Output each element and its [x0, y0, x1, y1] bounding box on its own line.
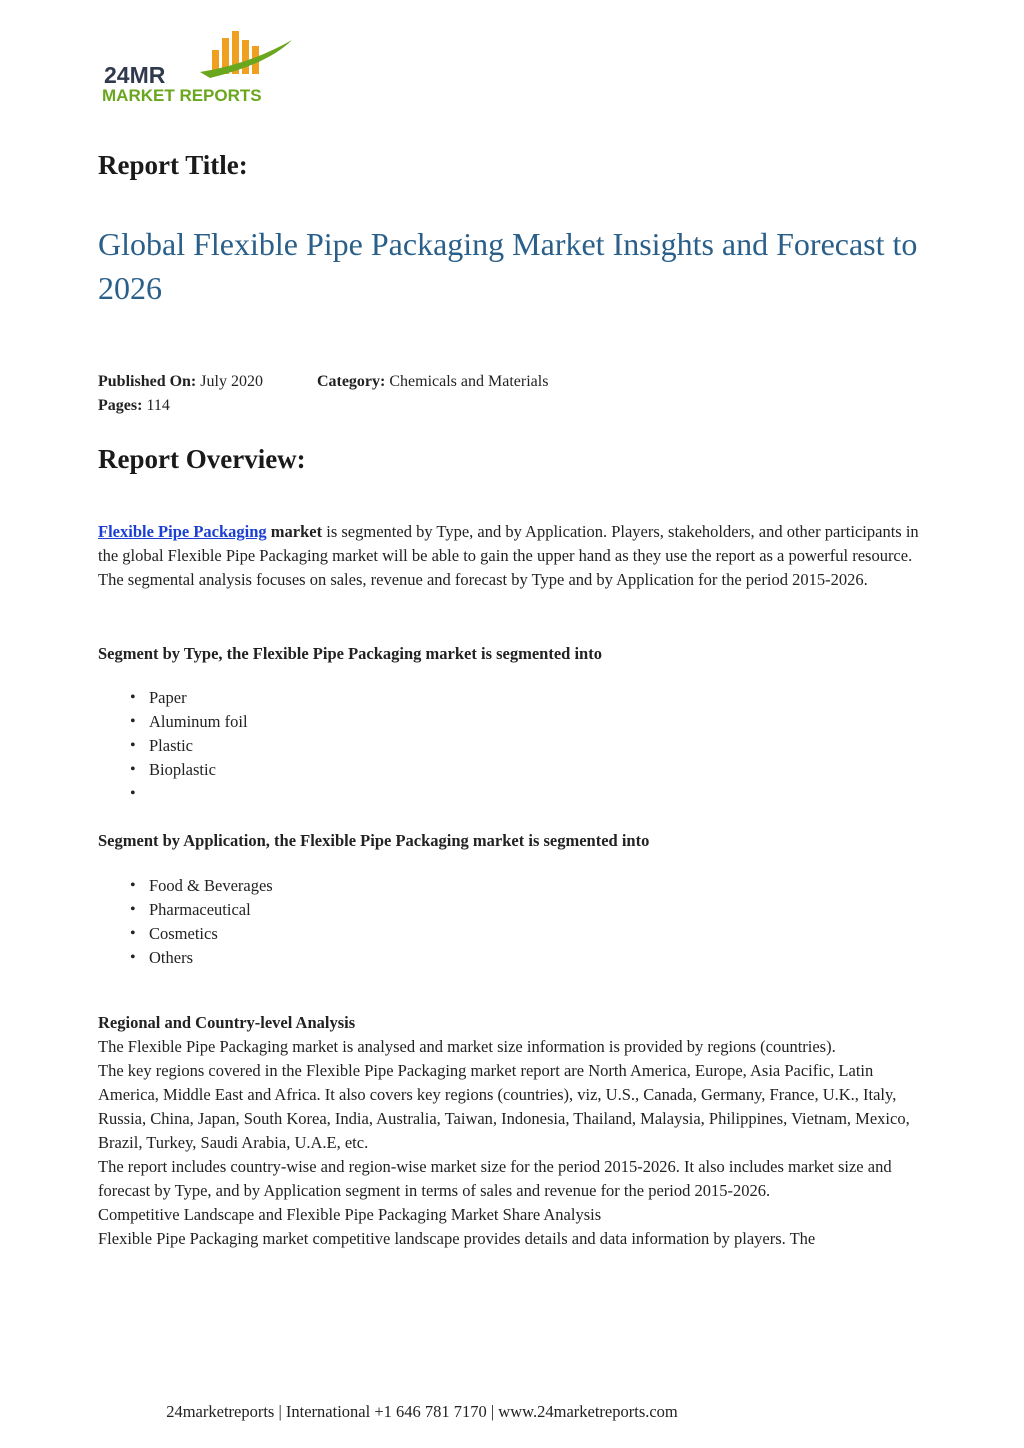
segment-application-heading: Segment by Application, the Flexible Pipe Packaging market is segmented into — [98, 831, 650, 850]
list-item: • Others — [98, 946, 273, 970]
segment-application-list — [98, 874, 273, 970]
regional-heading: Regional and Country-level Analysis — [98, 1013, 356, 1032]
published-value: July 2020 — [200, 373, 263, 390]
list-item: • Bioplastic — [98, 758, 248, 782]
list-item: • Cosmetics — [98, 922, 273, 946]
published-label: Published On: — [98, 373, 197, 390]
logo-text-secondary: MARKET REPORTS — [102, 86, 262, 105]
list-item: • Paper — [98, 686, 248, 710]
overview-bold-word: market — [270, 522, 323, 541]
company-logo — [100, 28, 305, 108]
product-link[interactable]: Flexible Pipe Packaging — [98, 522, 267, 541]
regional-paragraph-3: The report includes country-wise and region-wise market size for the period 2015-2026. It also includes market size and forecast by Type, and by Application segment in terms of sales and revenue for the period 2015-2026. — [98, 1157, 892, 1200]
segment-type-list — [98, 686, 248, 806]
pages-value: 114 — [146, 397, 170, 414]
segment-type-heading: Segment by Type, the Flexible Pipe Packaging market is segmented into — [98, 644, 602, 663]
regional-paragraph-2: The key regions covered in the Flexible Pipe Packaging market report are North America, Europe, Asia Pacific, Latin America, Middle East and Africa. It also covers key regions (countries), viz, U.S., Canada, Germany, France, U.K., Italy, Russia, China, Japan, South Korea, India, Australia, Taiwan, Indonesia, Thailand, Malaysia, Philippines, Vietnam, Mexico, Brazil, Turkey, Saudi Arabia, U.A.E, etc. — [98, 1061, 910, 1152]
page-footer — [0, 1402, 1024, 1422]
category-label: Category: — [316, 373, 386, 390]
logo-text-primary: 24MR — [104, 62, 166, 88]
report-meta — [98, 370, 548, 418]
meta-row-2 — [98, 394, 548, 418]
footer-contact: 24marketreports | International +1 646 781 7170 | www.24marketreports.com — [166, 1402, 678, 1421]
list-item: • Plastic — [98, 734, 248, 758]
overview-text: is segmented by Type, and by Application. Players, stakeholders, and other participants in the global Flexible Pipe Packaging market will be able to gain the upper hand as they use the report as a powerful resource. The segmental analysis focuses on sales, revenue and forecast by Type and by Application for the period 2015-2026. — [98, 522, 919, 589]
regional-analysis-section — [98, 1011, 928, 1251]
report-title-label: Report Title: — [98, 150, 248, 180]
list-item: • Pharmaceutical — [98, 898, 273, 922]
regional-paragraph-1: The Flexible Pipe Packaging market is analysed and market size information is provided by regions (countries). — [98, 1037, 836, 1056]
list-item: • Aluminum foil — [98, 710, 248, 734]
category-value: Chemicals and Materials — [389, 373, 549, 390]
list-item — [98, 782, 248, 806]
report-title: Global Flexible Pipe Packaging Market Insights and Forecast to 2026 — [98, 226, 918, 306]
competitive-paragraph: Flexible Pipe Packaging market competitive landscape provides details and data information by players. The — [98, 1229, 816, 1248]
list-item: • Food & Beverages — [98, 874, 273, 898]
report-overview-label: Report Overview: — [98, 444, 306, 474]
overview-paragraph — [98, 520, 928, 592]
pages-label: Pages: — [98, 397, 143, 414]
meta-row-1 — [98, 370, 548, 394]
competitive-heading: Competitive Landscape and Flexible Pipe Packaging Market Share Analysis — [98, 1205, 602, 1224]
